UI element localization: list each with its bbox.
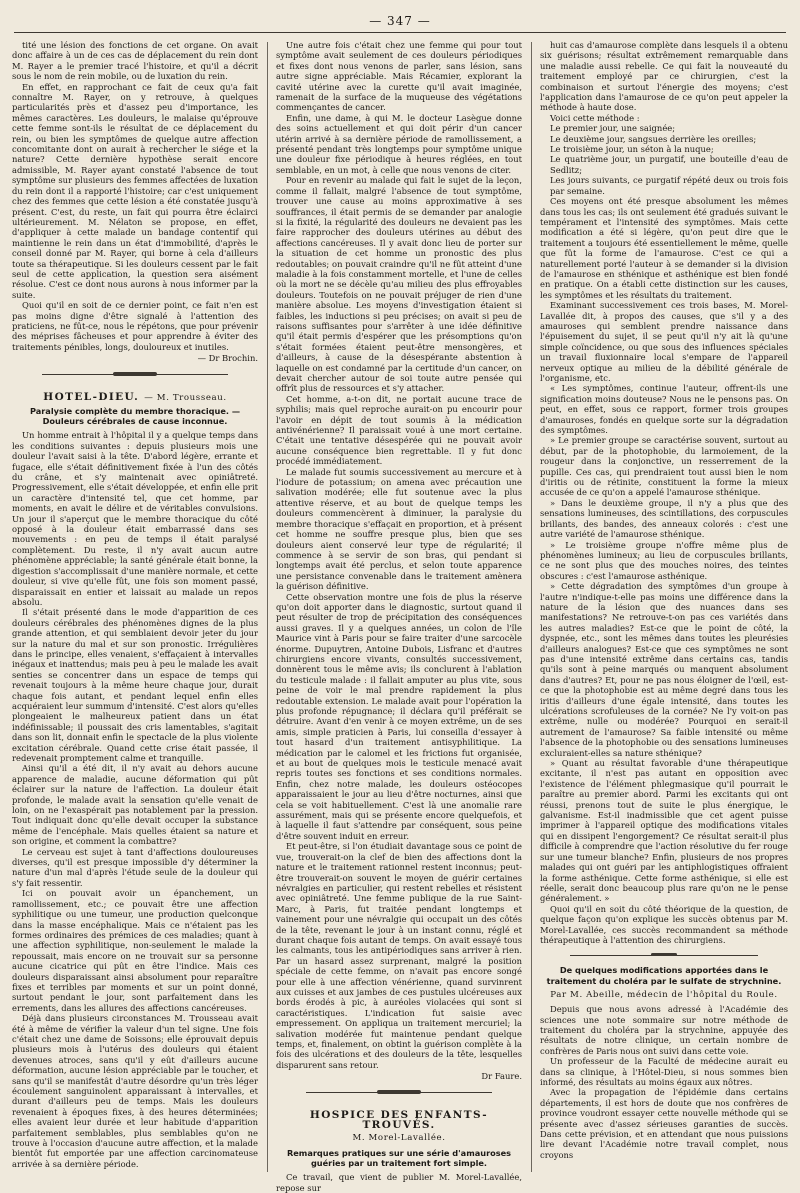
paragraph: Avec la propagation de l'épidémie dans certains départements, il est hors de doute que nos confrères de province voudront essayer cette nouvelle méthode qui se présente avec d'assez sérieuses garanties de succès. Dans cette prévision, et en attendant que nous puissions lire devant l'Académie notre travail complet, nous croyons [540, 1087, 788, 1160]
paragraph: Un professeur de la Faculté de médecine aurait eu dans sa clinique, à l'Hôtel-Dieu, si nous sommes bien informé, des résultats au moins égaux aux nôtres. [540, 1056, 788, 1087]
lecturer-name: M. Morel-Lavallée. [352, 1133, 446, 1144]
paragraph: huit cas d'amaurose complète dans lesquels il a obtenu six guérisons; résultat extrêmement remarquable dans une maladie aussi rebelle. Ce qui fait la nouveauté du traitement employé par ce chirurgien, c'est la combinaison et surtout l'énergie des moyens; c'est l'application dans l'amaurose de ce qu'on peut appeler la méthode à haute dose. [540, 40, 788, 113]
paragraph: Pour en revenir au malade qui fait le sujet de la leçon, comme il fallait, malgré l'absence de tout symptôme, trouver une cause au moins approximative à ses souffrances, il était permis de se demander par analogie si la fixité, la régularité des douleurs ne devaient pas les faire rapprocher des douleurs utérines au début des affections cancéreuses. Il y avait donc lieu de porter sur la situation de cet homme un pronostic des plus redoutables; on pouvait craindre qu'il ne fût atteint d'une maladie à la fois constamment mortelle, et l'une de celles où la mort ne se décèle qu'au milieu des plus effroyables douleurs. Toutefois on ne pouvait préjuger de rien d'une manière absolue. Les moyens d'investigation étaient si faibles, les inductions si peu précises; on avait si peu de raisons suffisantes pour s'arrêter à une idée définitive qu'il était permis d'espérer que les présomptions qu'on s'était formées étaient peut-être mensongères, et d'ailleurs, à cause de la désespérante abstention à laquelle on est condamné par la certitude d'un cancer, on devait chercher autour de soi toute autre pensée qui offrît plus de ressources et s'y attacher. [276, 175, 522, 394]
paragraph: Il s'était présenté dans le mode d'apparition de ces douleurs cérébrales des phénomènes dignes de la plus grande attention, et qui semblaient devoir jeter du jour sur la nature du mal et sur son pronostic. Irrégulières dans le principe, elles venaient, s'effaçaient à intervalles inégaux et inattendus; mais peu à peu le malade les avait senties se concentrer dans un espace de temps qui revenait toujours à la même heure chaque jour, durait chaque fois autant, et pendant lequel enfin elles acquéraient leur summum d'intensité. C'est alors qu'elles plongeaient le malheureux patient dans un état indéfinissable; il poussait des cris lamentables, s'agitait dans son lit, donnait enfin le spectacle de la plus violente excitation cérébrale. Quand cette crise était passée, il redevenait promptement calme et tranquille. [12, 607, 258, 763]
section-divider [540, 951, 788, 961]
header-rule [14, 32, 786, 33]
method-step: Les jours suivants, ce purgatif répété deux ou trois fois par semaine. [550, 175, 788, 196]
paragraph: Enfin, une dame, à qui M. le docteur Lasègue donne des soins actuellement et qui doit périr d'un cancer utérin arrivé à sa dernière période de ramollissement, a présenté pendant très longtemps pour symptôme unique une douleur fixe périodique à heures réglées, en tout semblable, en un mot, à celle que nous venons de citer. [276, 112, 522, 175]
article-title-amauroses: Remarques pratiques sur une série d'amauroses guéries par un traitement fort simple. [286, 1147, 512, 1169]
method-step: Le premier jour, une saignée; [550, 123, 676, 134]
paragraph: » Le troisième groupe n'offre même plus de phénomènes lumineux; au lieu de corpuscules brillants, ce ne sont plus que des mouches noires, des teintes obscures : c'est l'amaurose asthénique. [540, 539, 788, 581]
column-1 [12, 40, 258, 1176]
paragraph: Depuis que nous avons adressé à l'Académie des sciences une note sommaire sur notre méthode de traitement du choléra par la strychnine, appuyée des résultats de notre clinique, un certain nombre de confrères de Paris nous ont suivi dans cette voie. [540, 1004, 788, 1056]
article-title-cholera: De quelques modifications apportées dans le traitement du choléra par le sulfate de strychnine. [546, 965, 782, 986]
page-columns [12, 40, 788, 1193]
hospital-name: HOTEL-DIEU. [43, 390, 140, 403]
paragraph: En effet, en rapprochant ce fait de ceux qu'a fait connaître M. Rayer, on y retrouve, à quelques particularités près et d'assez peu d'importance, les mêmes caractères. Les douleurs, le malaise qu'éprouve cette femme sont-ils le résultat de ce déplacement du rein, ou bien les symptômes de quelque autre affection concomitante dont on aurait à rechercher le siége et la nature? Cette dernière hypothèse serait encore admissible, M. Rayer ayant constaté l'absence de tout symptôme sur plusieurs des femmes affectées de luxation du rein dont il a rapporté l'histoire; car c'est uniquement chez des femmes que cette lésion a été constatée jusqu'à présent. C'est, du reste, un fait qui pourra être éclairci ultérieurement. M. Nélaton se propose, en effet, d'appliquer à cette malade un bandage contentif qui maintienne le rein dans un état d'immobilité, d'après le conseil donné par M. Rayer, qui borne à cela d'ailleurs toute sa thérapeutique. Si les douleurs cessent par le fait seul de cette application, la question sera aisément résolue. C'est ce dont nous aurons à nous informer par la suite. [12, 81, 258, 300]
paragraph: Ce travail, que vient de publier M. Morel-Lavallée, repose sur [276, 1172, 522, 1193]
section-title-hotel-dieu [12, 392, 258, 403]
paragraph: » Quant au résultat favorable d'une thérapeutique excitante, il n'est pas autant en opposition avec l'existence de l'élément phlegmasique qu'il pourrait le paraître au premier abord. Parmi les excitants qui ont réussi, prenons tout de suite le plus énergique, le galvanisme. Est-il inadmissible que cet agent puisse imprimer à l'appareil optique des modifications vitales qui en dissipent l'engorgement? Ce résultat serait-il plus difficile à comprendre que l'action résolutive du fer rouge sur une tumeur blanche? Enfin, plusieurs de nos propres malades qui ont guéri par les antiphlogistiques offraient la forme asthénique. Cette forme asthénique, si elle est réelle, serait donc beaucoup plus rare qu'on ne le pense généralement. » [540, 758, 788, 904]
byline-abeille: Par M. Abeille, médecin de l'hôpital du Roule. [550, 989, 778, 1000]
column-2 [276, 40, 522, 1193]
paragraph: Quoi qu'il en soit du côté théorique de la question, de quelque façon qu'on explique les succès obtenus par M. Morel-Lavallée, ces succès recommandent sa méthode thérapeutique à l'attention des chirurgiens. [540, 903, 788, 945]
paragraph: Quoi qu'il en soit de ce dernier point, ce fait n'en est pas moins digne d'être signalé à l'attention des praticiens, ne fût-ce, nous le répétons, que pour prévenir des méprises fâcheuses et pour apprendre à éviter des traitements pénibles, longs, douloureux et inutiles. [12, 300, 258, 352]
paragraph: » Cette dégradation des symptômes d'un groupe à l'autre n'indique-t-elle pas moins une différence dans la nature de la lésion que des nuances dans ses manifestations? Ne retrouve-t-on pas ces variétés dans les autres maladies? Est-ce que le point de côté, la dyspnée, etc., sont les mêmes dans toutes les pleurésies d'ailleurs analogues? Est-ce que ces symptômes ne sont pas d'une intensité extrême dans certains cas, tandis qu'ils sont à peine marqués ou manquent absolument dans d'autres? Et, pour ne pas nous éloigner de l'œil, est-ce que la photophobie est au même degré dans tous les iritis d'ailleurs d'une égale intensité, dans toutes les ulcérations scrofuleuses de la cornée? Ne l'y voit-on pas extrême, nulle ou modérée? Pourquoi en serait-il autrement de l'amaurose? Sa faible intensité ou même l'absence de la photophobie ou des sensations lumineuses excluraient-elles sa nature sthénique? [540, 581, 788, 758]
column-rule [267, 42, 268, 1172]
page-number: — 347 — [369, 14, 431, 28]
paragraph: Cette observation montre une fois de plus la réserve qu'on doit apporter dans le diagnostic, surtout quand il peut résulter de trop de précipitation des conséquences aussi graves. Il y a quelques années, un colon de l'île Maurice vint à Paris pour se faire traiter d'une sarcocèle énorme. Dupuytren, Antoine Dubois, Lisfranc et d'autres chirurgiens encore vivants, consultés successivement, donnèrent tous le même avis; ils conclurent à l'ablation du testicule malade : il fallait amputer au plus vite, sous peine de voir le mal prendre rapidement la plus redoutable extension. Le malade avait pour l'opération la plus profonde répugnance; il déclara qu'il préférait se détruire. Avant d'en venir à ce moyen extrême, un de ses amis, simple praticien à Paris, lui conseilla d'essayer à tout hasard d'un traitement antisyphilitique. La médication par le calomel et les frictions fut organisée, et au bout de quelques mois le testicule menacé avait repris toutes ses fonctions et ses conditions normales. Enfin, chez notre malade, les douleurs ostéocopes apparaissaient le jour au lieu d'être nocturnes, ainsi que cela se voit habituellement. C'est là une anomalie rare assurément, mais qui se présente encore quelquefois, et à laquelle il faut s'attendre par conséquent, sous peine d'être souvent induit en erreur. [276, 591, 522, 841]
paragraph: Déjà dans plusieurs circonstances M. Trousseau avait été à même de vérifier la valeur d'un tel signe. Une fois c'était chez une dame de Soissons; elle éprouvait depuis plusieurs mois à l'utérus des douleurs qui étaient devenues atroces, sans qu'il y eût d'ailleurs aucune déformation, aucune lésion appréciable par le toucher, et sans qu'il se manifestât d'autre désordre qu'un très léger écoulement sanguinolent apparaissant à intervalles, et durant d'ailleurs peu de temps. Mais les douleurs revenaient à époques fixes, à des heures déterminées; elles avaient leur durée et leur habitude d'apparition parfaitement semblables, plus semblables qu'on ne trouve à l'occasion d'aucune autre affection, et la malade bientôt fut emportée par une affection carcinomateuse arrivée à sa dernière période. [12, 1013, 258, 1169]
paragraph: » Le premier groupe se caractérise souvent, surtout au début, par de la photophobie, du larmoiement, de la rougeur dans la conjonctive, un resserrement de la pupille. Ces cas, qui prendraient tout aussi bien le nom d'iritis ou de rétinite, constituent la forme la mieux accusée de ce qu'on a appelé l'amaurose sthénique. [540, 435, 788, 498]
signature-faure: Dr Faure. [481, 1071, 522, 1082]
paragraph: Et peut-être, si l'on étudiait davantage sous ce point de vue, trouverait-on la clef de bien des affections dont la nature et le traitement rationnel restent inconnus; peut-être trouverait-on souvent le moyen de guérir certaines névralgies en particulier, qui restent rebelles et résistent avec opiniâtreté. Une femme publique de la rue Saint-Marc, à Paris, fut traitée pendant longtemps et vainement pour une névralgie qui occupait un des côtés de la tête, revenant le jour à un instant connu, réglé et durant chaque fois autant de temps. On avait essayé tous les calmants, tous les antipériodiques sans arriver à rien. Par un hasard assez surprenant, malgré la position spéciale de cette femme, on n'avait pas encore songé pour elle à une affection vénérienne, quand survinrent aux cuisses et aux jambes de ces pustules ulcéreuses aux bords érodés à pic, à auréoles violacées qui sont si caractéristiques. L'indication fut saisie avec empressement. On appliqua un traitement mercuriel; la salivation modérée fut maintenue pendant quelque temps, et, finalement, on obtint la guérison complète à la fois des ulcérations et des douleurs de la tête, lesquelles disparurent sans retour. [276, 841, 522, 1070]
paragraph: Examinant successivement ces trois bases, M. Morel-Lavallée dit, à propos des causes, que s'il y a des amauroses qui semblent prendre naissance dans l'épuisement du sujet, il se peut qu'il n'y ait là qu'une simple coïncidence, ou que sous des influences spéciales un travail fluxionnaire local s'empare de l'appareil nerveux optique au milieu de la débilité générale de l'organisme, etc. [540, 300, 788, 383]
method-step: Le quatrième jour, un purgatif, une bouteille d'eau de Sedlitz; [550, 154, 788, 175]
section-divider [12, 370, 258, 380]
method-step: Le troisième jour, un séton à la nuque; [550, 144, 714, 155]
section-divider [276, 1088, 522, 1098]
paragraph: Ici on pouvait avoir un épanchement, un ramollissement, etc.; ce pouvait être une affection syphilitique ou une tumeur, une production quelconque dans la masse encéphalique. Mais ce n'étaient pas les formes ordinaires des prémices de ces maladies; quant à une affection syphilitique, non-seulement le malade la repoussait, mais encore on ne trouvait sur sa personne aucune cicatrice qui pût en être l'indice. Mais ces douleurs disparaissant ainsi absolument pour reparaître fixes et terribles par moments et sur un point donné, surtout pendant le jour, sont parfaitement dans les errements, dans les allures des affections cancéreuses. [12, 888, 258, 1013]
paragraph: Ces moyens ont été presque absolument les mêmes dans tous les cas; ils ont seulement été gradués suivant le tempérament et l'intensité des symptômes. Mais cette modification a été si légère, qu'on peut dire que le traitement a toujours été essentiellement le même, quelle que fût la forme de l'amaurose. C'est ce qui a naturellement porté l'auteur à se demander si la division de l'amaurose en sthénique et asthénique est bien fondé en pratique. On a établi cette distinction sur les causes, les symptômes et les résultats du traitement. [540, 196, 788, 300]
signature-brochin: — Dr Brochin. [197, 353, 258, 364]
method-step: Le deuxième jour, sangsues derrière les oreilles; [550, 133, 757, 144]
article-title-paralysie: Paralysie complète du membre thoracique. — Douleurs cérébrales de cause inconnue. [29, 406, 241, 427]
paragraph: Voici cette méthode : [550, 112, 640, 123]
lecturer-name: — M. Trousseau. [144, 392, 227, 403]
column-rule [531, 42, 532, 1172]
paragraph: Un homme entrait à l'hôpital il y a quelque temps dans les conditions suivantes : depuis plusieurs mois une douleur l'avait saisi à la tête. D'abord légère, errante et fugace, elle s'était définitivement fixée à l'un des côtés du crâne, et s'y maintenait avec opiniâtreté. Progressivement, elle s'était développée, et enfin elle prit un caractère d'intensité tel, que cet homme, par moments, en avait le délire et de véritables convulsions. Un jour il s'aperçut que le membre thoracique du côté opposé à la douleur était embarrassé dans ses mouvements : en peu de temps il était paralysé complètement. Du reste, il n'y avait aucun autre phénomène appréciable; la santé générale était bonne, la digestion s'accomplissait d'une manière normale, et cette douleur, si vive qu'elle fût, une fois son moment passé, disparaissait en entier et laissait au malade un repos absolu. [12, 430, 258, 607]
paragraph: Le cerveau est sujet à tant d'affections douloureuses diverses, qu'il est presque impossible d'y déterminer la nature d'un mal d'après l'étude seule de la douleur qui s'y fait ressentir. [12, 846, 258, 888]
section-title-enfants-trouves: HOSPICE DES ENFANTS-TROUVÉS. [309, 1108, 489, 1132]
paragraph: Cet homme, a-t-on dit, ne portait aucune trace de syphilis; mais quel reproche aurait-on pu encourir pour l'avoir en dépit de tout soumis à la médication antivénérienne? Il paraissait voué à une mort certaine. C'était une tentative désespérée qui ne pouvait avoir aucune conséquence bien regrettable. Il y fut donc procédé immédiatement. [276, 393, 522, 467]
paragraph: Le malade fut soumis successivement au mercure et à l'iodure de potassium; on amena avec précaution une salivation modérée; elle fut soutenue avec la plus attentive réserve, et au bout de quelque temps les douleurs commencèrent à diminuer, la paralysie du membre thoracique s'effaçait en proportion, et à présent cet homme ne souffre presque plus, bien que ses douleurs aient conservé leur type de régularité; il commence à se servir de son bras, qui pendant si longtemps avait été perclus, et selon toute apparence une persistance convenable dans le traitement amènera la guérison définitive. [276, 466, 522, 592]
paragraph: Une autre fois c'était chez une femme qui pour tout symptôme avait seulement de ces douleurs périodiques et fixes dont nous venons de parler, sans lésion, sans autre signe appréciable. Mais Récamier, explorant la cavité utérine avec la curette qu'il avait imaginée, ramenait de la surface de la muqueuse des végétations commençantes de cancer. [276, 40, 522, 113]
paragraph: Ainsi qu'il a été dit, il n'y avait au dehors aucune apparence de maladie, aucune déformation qui pût éclairer sur la nature de l'affection. La douleur était profonde, le malade avait la sensation qu'elle venait de loin, on ne l'exaspérait pas notablement par la pression. Tout indiquait donc qu'elle devait occuper la substance même de l'encéphale. Mais quelles étaient sa nature et son origine, et comment la combattre? [12, 763, 258, 847]
column-3 [540, 40, 788, 1176]
paragraph: tité une lésion des fonctions de cet organe. On avait donc affaire à un de ces cas de déplacement du rein dont M. Rayer a le premier tracé l'histoire, et qu'il a décrit sous le nom de rein mobile, ou de luxation du rein. [12, 40, 258, 82]
paragraph: » Dans le deuxième groupe, il n'y a plus que des sensations lumineuses, des scintillations, des corpuscules brillants, des bandes, des anneaux colorés : c'est une autre variété de l'amaurose sthénique. [540, 497, 788, 540]
paragraph: « Les symptômes, continue l'auteur, offrent-ils une signification moins douteuse? Nous ne le pensons pas. On peut, en effet, sous ce rapport, former trois groupes d'amauroses, fondés en quelque sorte sur la dégradation des symptômes. [540, 383, 788, 436]
